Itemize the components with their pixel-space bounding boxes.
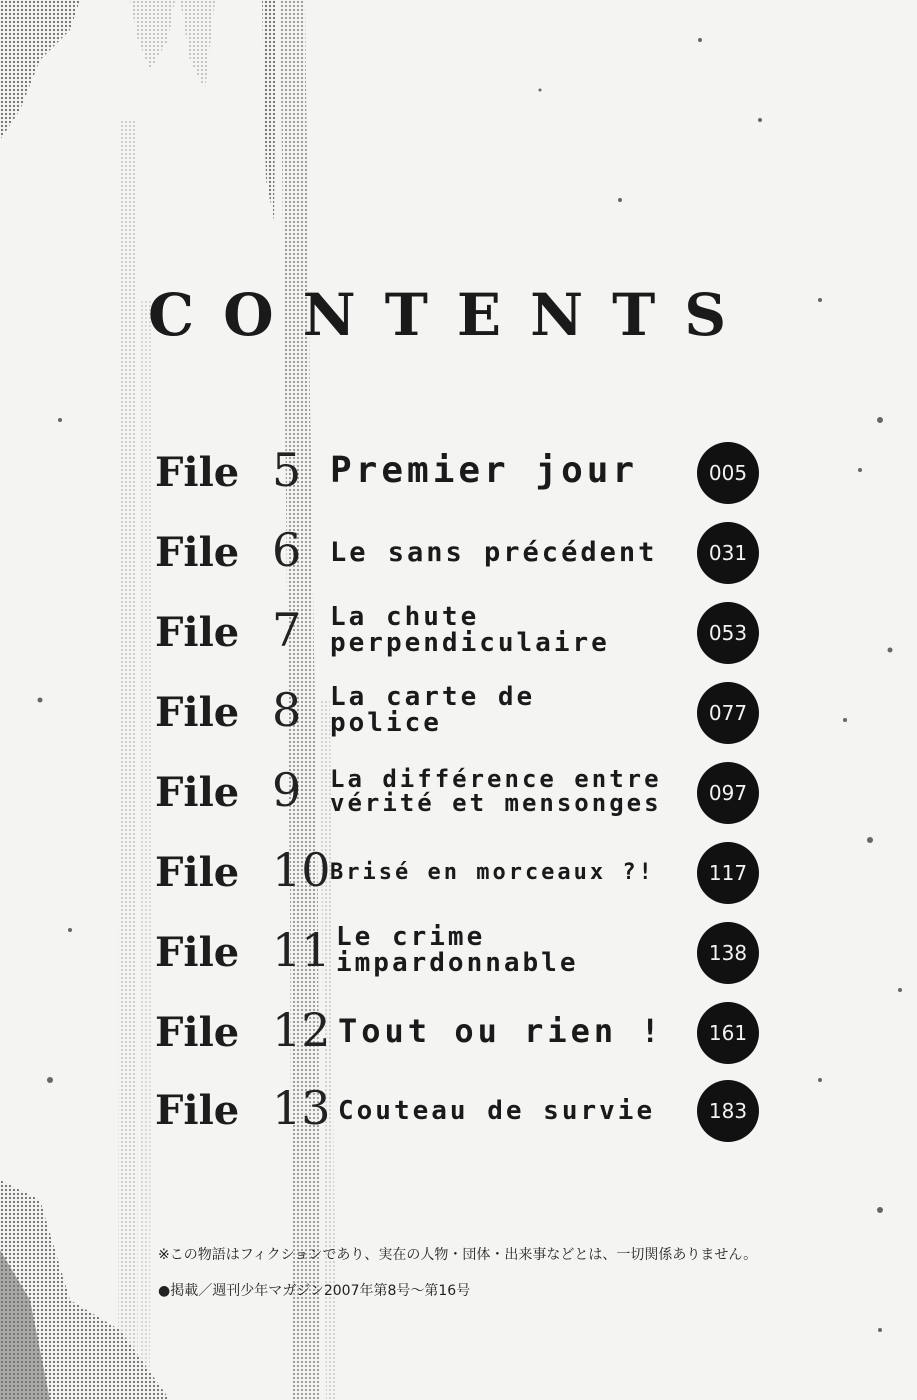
chapter-title: Brisé en morceaux ?! [330, 860, 655, 885]
serialization-note: ●掲載／週刊少年マガジン2007年第8号～第16号 [158, 1283, 471, 1299]
file-label: File [155, 769, 240, 816]
list-item [0, 680, 917, 760]
file-number: 9 [272, 763, 302, 817]
list-item [0, 840, 917, 920]
page-number-badge: 053 [697, 602, 759, 664]
file-number: 8 [272, 683, 302, 737]
page-number-badge: 097 [697, 762, 759, 824]
chapter-title-line-1: Le crime [336, 922, 486, 952]
chapter-title: Premier jour [330, 450, 639, 491]
file-label: File [155, 689, 240, 736]
chapter-title: Couteau de survie [338, 1096, 656, 1126]
chapter-title-line-2: police [330, 708, 442, 738]
list-item [0, 600, 917, 680]
list-item [0, 760, 917, 840]
file-label: File [155, 1087, 240, 1134]
page-number-badge: 161 [697, 1002, 759, 1064]
list-item [0, 1000, 917, 1080]
disclaimer-note: ※この物語はフィクションであり、実在の人物・団体・出来事などとは、一切関係ありません。 [158, 1247, 758, 1263]
chapter-title-line-1: La chute [330, 602, 480, 632]
file-number: 11 [272, 923, 331, 977]
chapter-title-line-1: La différence entre [330, 765, 662, 793]
chapter-title-line-2: impardonnable [336, 948, 579, 978]
file-label: File [155, 1009, 240, 1056]
page-number-badge: 183 [697, 1080, 759, 1142]
page-number-badge: 138 [697, 922, 759, 984]
chapter-title: Le sans précédent [330, 537, 658, 568]
chapter-title-line-1: La carte de [330, 682, 536, 712]
file-label: File [155, 529, 240, 576]
page-title: CONTENTS [148, 281, 756, 349]
file-label: File [155, 929, 240, 976]
file-number: 12 [272, 1003, 331, 1057]
file-number: 13 [272, 1081, 331, 1135]
page-number-badge: 005 [697, 442, 759, 504]
chapter-title-line-2: vérité et mensonges [330, 789, 662, 817]
file-number: 10 [272, 843, 331, 897]
chapter-title: Tout ou rien ! [338, 1012, 664, 1050]
page-number-badge: 031 [697, 522, 759, 584]
file-label: File [155, 449, 240, 496]
page-number-badge: 077 [697, 682, 759, 744]
file-number: 5 [272, 443, 302, 497]
file-label: File [155, 849, 240, 896]
chapter-title-line-2: perpendiculaire [330, 628, 610, 658]
file-label: File [155, 609, 240, 656]
page-number-badge: 117 [697, 842, 759, 904]
list-item [0, 1078, 917, 1158]
list-item [0, 440, 917, 520]
file-number: 7 [272, 603, 302, 657]
list-item [0, 520, 917, 600]
list-item [0, 920, 917, 1000]
file-number: 6 [272, 523, 302, 577]
